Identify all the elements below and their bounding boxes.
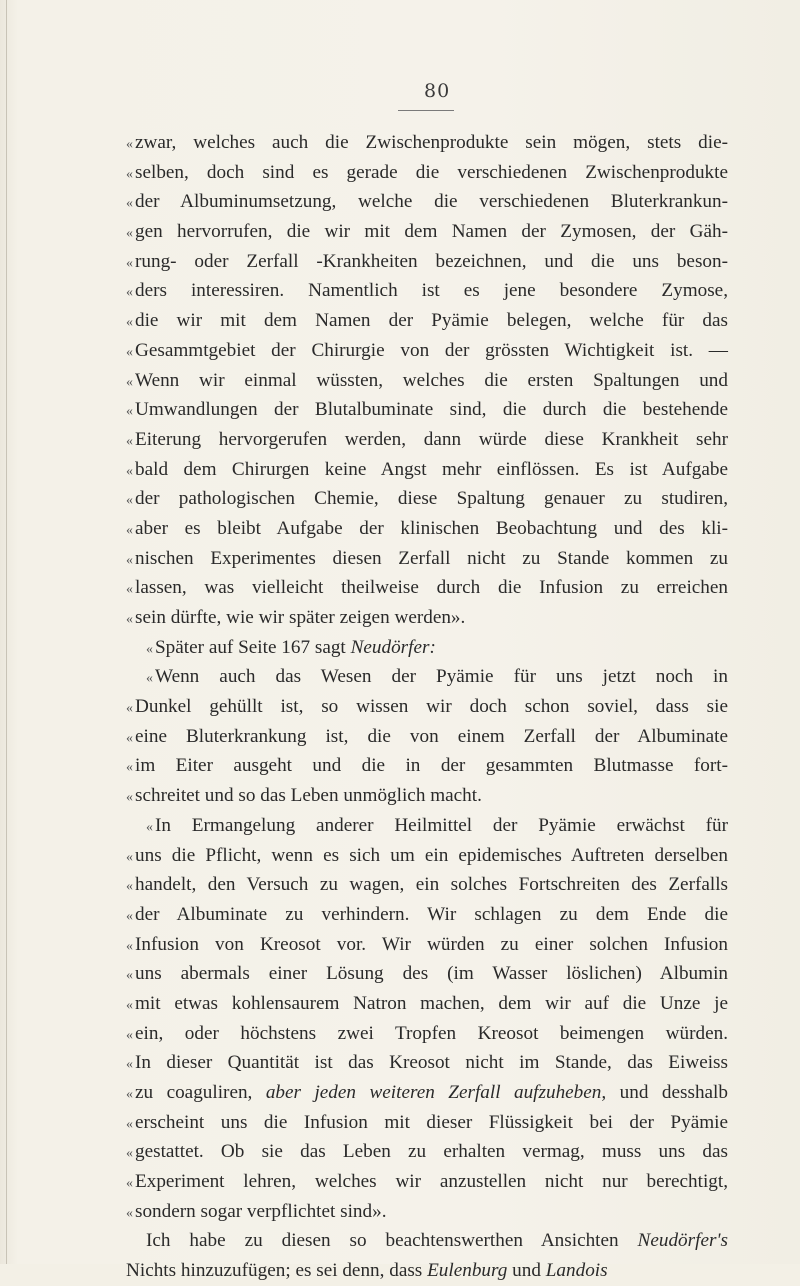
quote-mark: « <box>126 255 133 271</box>
text-span: und desshalb <box>606 1082 728 1103</box>
text-span: Wenn wir einmal wüssten, welches die ersten Spaltungen und <box>135 369 728 391</box>
quote-mark: « <box>126 315 133 331</box>
text-span: der Albuminumsetzung, welche die verschiedenen Bluterkrankun- <box>135 191 728 213</box>
text-line <box>126 870 728 900</box>
quote-mark: « <box>126 404 133 420</box>
quote-mark: « <box>126 730 133 746</box>
text-span: nischen Experimentes diesen Zerfall nicht zu Stande kommen zu <box>135 547 728 569</box>
quote-mark: « <box>126 1116 133 1132</box>
quote-mark: « <box>126 1087 133 1102</box>
text-span: sein dürfte, wie wir später zeigen werden». <box>135 607 466 628</box>
quote-mark: « <box>126 1146 133 1162</box>
quote-mark: « <box>126 137 133 152</box>
quote-mark: « <box>126 849 133 865</box>
text-line <box>126 544 728 574</box>
text-line <box>126 128 728 158</box>
text-line <box>126 1137 728 1167</box>
text-line <box>126 217 728 247</box>
text-span: Experiment lehren, welches wir anzustellen nicht nur berechtigt, <box>135 1171 728 1193</box>
text-span: mit etwas kohlensaurem Natron machen, dem wir auf die Unze je <box>135 992 728 1014</box>
quote-mark: « <box>126 1176 133 1192</box>
text-line <box>126 455 728 485</box>
text-line <box>126 158 728 188</box>
body-text <box>126 128 728 1286</box>
text-line <box>126 841 728 871</box>
quote-mark: « <box>126 196 133 212</box>
text-span: die wir mit dem Namen der Pyämie belegen, welche für das <box>135 310 728 332</box>
text-line <box>126 662 728 692</box>
quote-mark: « <box>126 463 133 479</box>
text-span: Dunkel gehüllt ist, so wissen wir doch schon soviel, dass sie <box>135 696 728 718</box>
page-edge-line <box>6 0 7 1264</box>
text-span: im Eiter ausgeht und die in der gesammten Blutmasse fort- <box>135 755 728 777</box>
quote-mark: « <box>126 1027 133 1043</box>
quote-mark: « <box>126 760 133 776</box>
text-span: Nichts hinzuzufügen; es sei denn, dass <box>126 1260 428 1282</box>
text-line <box>126 781 728 811</box>
quote-mark: « <box>126 908 133 924</box>
text-span: handelt, den Versuch zu wagen, ein solches Fortschreiten des Zerfalls <box>135 874 728 896</box>
quote-mark: « <box>126 433 133 449</box>
text-span: lassen, was vielleicht theilweise durch die Infusion zu erreichen <box>135 577 728 599</box>
text-span: schreitet und so das Leben unmöglich macht. <box>135 785 482 807</box>
text-span: uns abermals einer Lösung des (im Wasser löslichen) Albumin <box>135 963 728 985</box>
text-span: der pathologischen Chemie, diese Spaltung genauer zu studiren, <box>135 488 728 510</box>
text-span: zwar, welches auch die Zwischenprodukte sein mögen, stets die- <box>135 132 728 153</box>
italic-text: Landois <box>545 1260 608 1282</box>
text-span: sondern sogar verpflichtet sind». <box>135 1200 387 1222</box>
quote-mark: « <box>126 790 133 806</box>
text-line <box>126 603 728 633</box>
quote-mark: « <box>126 522 133 538</box>
text-line <box>126 247 728 277</box>
quote-mark: « <box>126 493 133 509</box>
text-span: der Albuminate zu verhindern. Wir schlagen zu dem Ende die <box>135 903 728 925</box>
text-span: Infusion von Kreosot vor. Wir würden zu einer solchen Infusion <box>135 933 728 955</box>
text-line <box>126 306 728 336</box>
text-span: Wenn auch das Wesen der Pyämie für uns jetzt noch in <box>155 666 728 688</box>
text-line <box>126 751 728 781</box>
text-line <box>126 484 728 514</box>
text-line <box>126 1108 728 1138</box>
quote-mark: « <box>126 374 133 390</box>
text-line <box>126 573 728 603</box>
text-line <box>126 336 728 366</box>
quote-mark: « <box>126 226 133 242</box>
text-span: selben, doch sind es gerade die verschiedenen Zwischenprodukte <box>135 161 728 183</box>
text-span: ein, oder höchstens zwei Tropfen Kreosot beimengen würden. <box>135 1022 728 1044</box>
text-line <box>126 900 728 930</box>
text-line <box>126 276 728 306</box>
quote-mark: « <box>146 819 153 835</box>
quote-mark: « <box>146 671 153 687</box>
text-span: In dieser Quantität ist das Kreosot nicht im Stande, das Eiweiss <box>135 1052 728 1074</box>
text-span: erscheint uns die Infusion mit dieser Flüssigkeit bei der Pyämie <box>135 1111 728 1133</box>
text-span: und <box>507 1260 546 1282</box>
text-span: gen hervorrufen, die wir mit dem Namen der Zymosen, der Gäh- <box>135 221 728 243</box>
quote-mark: « <box>126 612 133 627</box>
text-span: In Ermangelung anderer Heilmittel der Pyämie erwächst für <box>155 814 728 836</box>
page-number: 80 <box>424 80 451 102</box>
quote-mark: « <box>126 552 133 568</box>
italic-text: aber jeden weiteren Zerfall aufzuheben, <box>265 1082 607 1103</box>
text-line <box>126 1078 728 1108</box>
page-number-rule <box>398 110 454 111</box>
text-span: bald dem Chirurgen keine Angst mehr einflössen. Es ist Aufgabe <box>135 458 728 480</box>
quote-mark: « <box>126 879 133 895</box>
text-span: eine Bluterkrankung ist, die von einem Zerfall der Albuminate <box>135 725 728 747</box>
quote-mark: « <box>126 968 133 984</box>
text-span: Eiterung hervorgerufen werden, dann würde diese Krankheit sehr <box>135 428 728 450</box>
text-span: aber es bleibt Aufgabe der klinischen Beobachtung und des kli- <box>135 517 728 539</box>
text-span: Später auf Seite 167 sagt <box>155 636 351 658</box>
quote-mark: « <box>126 582 133 598</box>
text-line <box>126 1048 728 1078</box>
quote-mark: « <box>126 938 133 954</box>
text-span: gestattet. Ob sie das Leben zu erhalten vermag, muss uns das <box>135 1141 728 1163</box>
text-span: uns die Pflicht, wenn es sich um ein epidemisches Auftreten derselben <box>135 844 728 866</box>
text-line <box>126 425 728 455</box>
text-line <box>126 1226 728 1256</box>
italic-text: Neudörfer: <box>350 636 436 658</box>
quote-mark: « <box>126 344 133 360</box>
text-line <box>126 1167 728 1197</box>
text-span: Umwandlungen der Blutalbuminate sind, die durch die bestehende <box>135 399 728 421</box>
quote-mark: « <box>126 1205 133 1221</box>
quote-mark: « <box>126 166 133 182</box>
text-line <box>126 1256 728 1286</box>
text-span: zu coaguliren, <box>135 1082 266 1103</box>
text-span: ders interessiren. Namentlich ist es jene besondere Zymose, <box>135 280 728 302</box>
text-line <box>126 989 728 1019</box>
text-span: Ich habe zu diesen so beachtenswerthen Ansichten <box>146 1230 638 1252</box>
text-line <box>126 633 728 663</box>
text-line <box>126 1019 728 1049</box>
quote-mark: « <box>126 997 133 1013</box>
italic-text: Neudörfer's <box>637 1230 728 1252</box>
quote-mark: « <box>146 641 153 657</box>
text-line <box>126 366 728 396</box>
text-line <box>126 930 728 960</box>
text-line <box>126 514 728 544</box>
text-line <box>126 395 728 425</box>
text-line <box>126 1197 728 1227</box>
text-line <box>126 722 728 752</box>
quote-mark: « <box>126 1057 133 1073</box>
italic-text: Eulenburg <box>427 1260 508 1282</box>
quote-mark: « <box>126 701 133 717</box>
quote-mark: « <box>126 285 133 301</box>
text-line <box>126 187 728 217</box>
text-line <box>126 692 728 722</box>
text-span: Gesammtgebiet der Chirurgie von der grössten Wichtigkeit ist. — <box>135 339 728 361</box>
text-line <box>126 959 728 989</box>
text-line <box>126 811 728 841</box>
text-span: rung- oder Zerfall -Krankheiten bezeichnen, und die uns beson- <box>135 250 728 272</box>
